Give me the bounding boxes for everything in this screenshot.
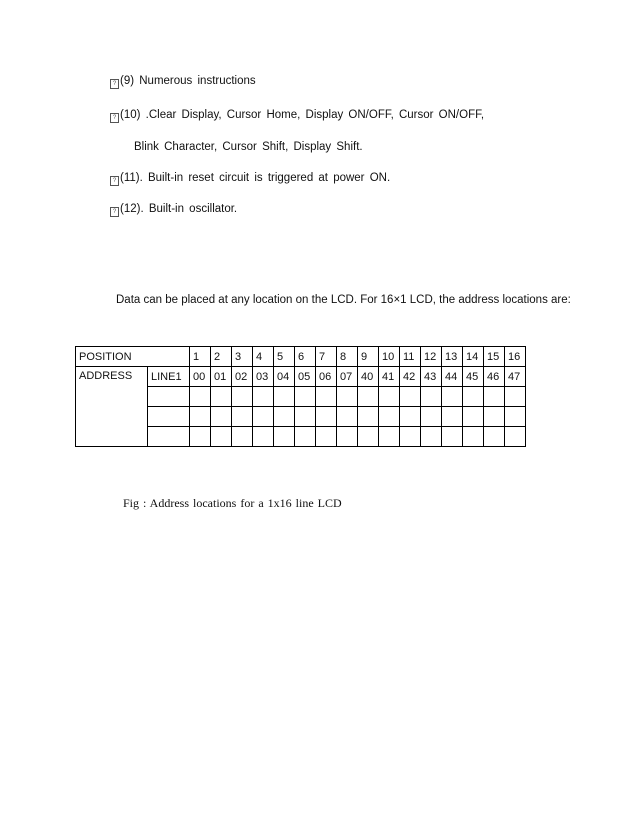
address-row (76, 367, 526, 387)
address-cell: 01 (211, 367, 232, 387)
address-cell: 47 (505, 367, 526, 387)
empty-cell (274, 427, 295, 447)
empty-cell (295, 387, 316, 407)
empty-cell (463, 407, 484, 427)
empty-cell (505, 407, 526, 427)
position-cell: 16 (505, 347, 526, 367)
position-cell: 5 (274, 347, 295, 367)
empty-cell (505, 387, 526, 407)
address-cell: 40 (358, 367, 379, 387)
empty-cell (253, 387, 274, 407)
address-cell: 00 (190, 367, 211, 387)
bullet-item-11 (110, 172, 390, 186)
empty-cell (232, 407, 253, 427)
empty-cell (274, 387, 295, 407)
bullet-item-9 (110, 75, 256, 89)
bullet-text: Blink Character, Cursor Shift, Display Shift. (134, 141, 363, 153)
position-cell: 8 (337, 347, 358, 367)
empty-cell (400, 387, 421, 407)
line1-label: LINE1 (148, 367, 190, 387)
empty-cell (337, 427, 358, 447)
position-cell: 7 (316, 347, 337, 367)
empty-cell (400, 427, 421, 447)
bullet-item-12 (110, 203, 237, 217)
intro-paragraph: Data can be placed at any location on the LCD. For 16×1 LCD, the address locations are: (116, 294, 571, 306)
empty-cell (337, 407, 358, 427)
position-cell: 1 (190, 347, 211, 367)
empty-cell (442, 427, 463, 447)
address-header: ADDRESS (76, 367, 148, 447)
empty-cell (484, 427, 505, 447)
empty-cell (148, 407, 190, 427)
empty-cell (484, 407, 505, 427)
position-cell: 15 (484, 347, 505, 367)
missing-glyph-icon: ? (110, 176, 119, 186)
position-row (76, 347, 526, 367)
address-table (75, 346, 526, 447)
position-cell: 10 (379, 347, 400, 367)
empty-cell (295, 427, 316, 447)
empty-cell (232, 387, 253, 407)
position-cell: 4 (253, 347, 274, 367)
empty-cell (211, 427, 232, 447)
missing-glyph-icon: ? (110, 79, 119, 89)
empty-cell (358, 387, 379, 407)
bullet-text: (12). Built-in oscillator. (120, 203, 238, 215)
position-cell: 13 (442, 347, 463, 367)
empty-cell (421, 427, 442, 447)
empty-cell (421, 387, 442, 407)
address-cell: 07 (337, 367, 358, 387)
empty-cell (253, 407, 274, 427)
position-cell: 9 (358, 347, 379, 367)
empty-cell (316, 387, 337, 407)
address-cell: 46 (484, 367, 505, 387)
empty-cell (148, 387, 190, 407)
empty-cell (295, 407, 316, 427)
empty-cell (190, 387, 211, 407)
address-cell: 41 (379, 367, 400, 387)
address-cell: 05 (295, 367, 316, 387)
address-cell: 44 (442, 367, 463, 387)
bullet-text: (11). Built-in reset circuit is triggered at power ON. (120, 172, 391, 184)
address-cell: 45 (463, 367, 484, 387)
empty-cell (463, 387, 484, 407)
empty-cell (421, 407, 442, 427)
position-header: POSITION (76, 347, 190, 367)
empty-cell (358, 407, 379, 427)
empty-cell (379, 427, 400, 447)
address-cell: 04 (274, 367, 295, 387)
empty-cell (358, 427, 379, 447)
empty-cell (211, 387, 232, 407)
empty-cell (505, 427, 526, 447)
empty-cell (232, 427, 253, 447)
empty-cell (211, 407, 232, 427)
empty-cell (442, 387, 463, 407)
address-cell: 02 (232, 367, 253, 387)
empty-cell (463, 427, 484, 447)
empty-cell (484, 387, 505, 407)
bullet-item-10 (110, 109, 484, 123)
empty-cell (274, 407, 295, 427)
empty-cell (253, 427, 274, 447)
empty-cell (316, 427, 337, 447)
empty-cell (148, 427, 190, 447)
empty-cell (337, 387, 358, 407)
empty-cell (400, 407, 421, 427)
bullet-item-10-continued (134, 141, 363, 153)
position-cell: 11 (400, 347, 421, 367)
figure-caption: Fig : Address locations for a 1x16 line LCD (123, 496, 342, 510)
address-cell: 43 (421, 367, 442, 387)
address-cell: 06 (316, 367, 337, 387)
position-cell: 14 (463, 347, 484, 367)
empty-cell (190, 427, 211, 447)
address-cell: 03 (253, 367, 274, 387)
position-cell: 6 (295, 347, 316, 367)
missing-glyph-icon: ? (110, 207, 119, 217)
empty-cell (190, 407, 211, 427)
position-cell: 12 (421, 347, 442, 367)
position-cell: 3 (232, 347, 253, 367)
empty-cell (379, 387, 400, 407)
bullet-text: (10) .Clear Display, Cursor Home, Display ON/OFF, Cursor ON/OFF, (120, 109, 485, 121)
empty-cell (379, 407, 400, 427)
address-cell: 42 (400, 367, 421, 387)
missing-glyph-icon: ? (110, 113, 119, 123)
position-cell: 2 (211, 347, 232, 367)
empty-cell (442, 407, 463, 427)
bullet-text: (9) Numerous instructions (120, 75, 256, 87)
empty-cell (316, 407, 337, 427)
